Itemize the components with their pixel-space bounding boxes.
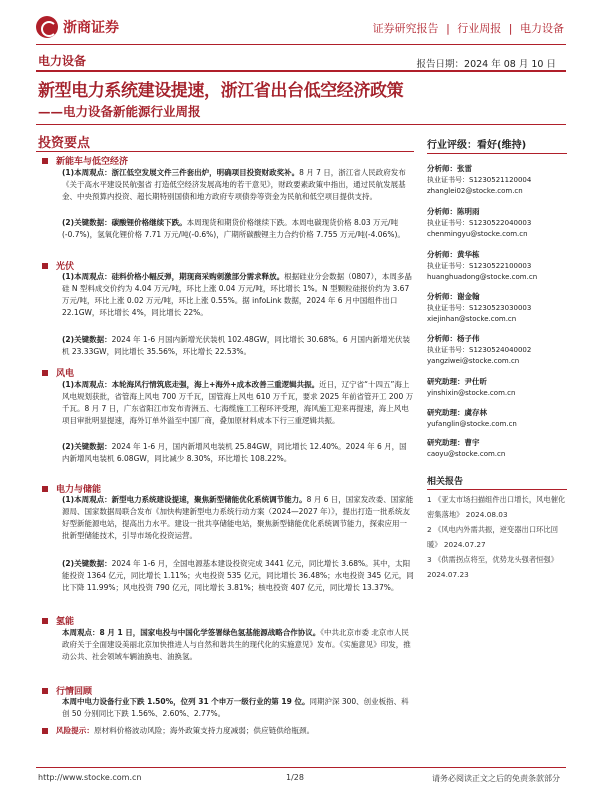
analyst-email[interactable]: yinshixin@stocke.com.cn <box>427 389 516 397</box>
logo-mark-icon <box>36 16 58 38</box>
report-date: 报告日期：2024 年 08 月 10 日 <box>416 59 556 70</box>
divider <box>36 151 414 152</box>
analyst-card: 分析师：黄华栋 执业证书号：S1230522100003 huanghuadong@stocke.com.cn <box>427 249 567 283</box>
paragraph: (2)关键数据：碳酸锂价格继续下跌。本周现货和期货价格继续下跌。本周电碳现货价格 8.03 万元/吨(-0.7%)，氢氧化锂价格 7.71 万元/吨(-0.6%)，广期所碳酸锂主力合约价格 7.755 万元/吨(-4.06%)。 <box>62 218 405 239</box>
separator: | <box>508 22 513 35</box>
separator: | <box>446 22 450 35</box>
bullet-square-icon <box>42 158 48 164</box>
section-heading-hydrogen: 氢能 <box>42 614 74 627</box>
report-subtitle: ——电力设备新能源行业周报 <box>38 104 201 119</box>
company-logo <box>36 14 132 40</box>
related-report-item[interactable]: 2 《风电内外需共振，逆变器出口环比回暖》 2024.07.27 <box>427 525 559 549</box>
bullet-square-icon <box>42 618 48 624</box>
analyst-email[interactable]: yufanglin@stocke.com.cn <box>427 420 517 428</box>
bullet-square-icon <box>42 688 48 694</box>
assistant-card: 研究助理：尹仕昕 yinshixin@stocke.com.cn <box>427 376 567 399</box>
divider <box>36 124 566 125</box>
paragraph: (2)关键数据：2024 年 1-6 月，国内新增风电装机 25.84GW，同比增长 12.40%。2024 年 6 月，国内新增风电装机 6.08GW，同比减少 8.30%，环比增长 108.22%。 <box>62 442 407 463</box>
divider <box>427 489 567 490</box>
paragraph: (1)本周观点：新型电力系统建设提速，聚焦新型储能优化系统调节能力。8 月 6 日，国家发改委、国家能源局、国家数据局联合发布《加快构建新型电力系统行动方案（2024—2027 年）》，提出打造一批系统友好型新能源电站，提高出力水平。建设一批共享储能电站，聚焦新型储能优化系统调节能力，探索应用一批新型储能技术，引导市场化投资运营。 <box>62 495 414 540</box>
bullet-square-icon <box>42 370 48 376</box>
industry-label: 电力设备 <box>38 54 87 68</box>
divider <box>427 153 567 154</box>
analyst-email[interactable]: zhanglei02@stocke.com.cn <box>427 187 523 195</box>
paragraph: 本周中电力设备行业下跌 1.50%，位列 31 个申万一级行业的第 19 位。同期沪深 300、创业板指、科创 50 分别同比下跌 1.56%、2.60%、2.77%。 <box>62 697 409 718</box>
industry-rating: 行业评级：看好(维持) <box>427 140 527 151</box>
section-heading-wind: 风电 <box>42 366 74 379</box>
paragraph: (2)关键数据：2024 年 1-6 月国内新增光伏装机 102.48GW，同比增长 30.68%。6 月国内新增光伏装机 23.33GW，同比增长 35.56%，环比增长 22.53%。 <box>62 335 411 356</box>
analyst-card: 分析师：陈明雨 执业证书号：S1230522040003 chenmingyu@stocke.com.cn <box>427 206 567 240</box>
paragraph: (2)关键数据：2024 年 1-6 月，全国电源基本建设投资完成 3441 亿元，同比增长 3.68%。其中，太阳能投资 1364 亿元，同比增长 1.11%；火电投资 535 亿元，同比增长 36.48%；水电投资 345 亿元，同比下降 11.99%；风电投资 790 亿元，同比增长 3.81%；核电投资 407 亿元，同比增长 13.37%。 <box>62 559 414 592</box>
analyst-email[interactable]: huanghuadong@stocke.com.cn <box>427 273 538 281</box>
analyst-email[interactable]: caoyu@stocke.com.cn <box>427 450 506 458</box>
paragraph: (1)本周观点：硅料价格小幅反弹，期现商采购刺激部分需求释放。根据硅业分会数据（0807），本周多晶硅 N 型料成交价约为 4.04 万元/吨，环比上涨 0.04 万元/吨，环比增长 1%。N 型颗粒硅报价约为 3.67 万元/吨，环比上涨 0.02 万元/吨，环比上涨 0.55%。据 infoLink 数据，2024 年 6 月中国组件出口 22.1GW，环比增长 4%，同比增长 22%。 <box>62 272 412 317</box>
logo-text: 浙商证券 <box>63 20 119 36</box>
divider <box>36 44 566 45</box>
paragraph: (1)本周观点：浙江低空发展文件三件套出炉，明确项目投资财政奖补。8 月 7 日，浙江省人民政府发布《关于高水平建设民航强省 打造低空经济发展高地的若干意见》，财政要素政策中指出，通过民航发展基金、中央预算内投资、超长期特别国债和地方政府专项债券等资金为民航和低空项目提供支持。 <box>62 168 406 201</box>
risk-warning: 风险提示： 原材料价格波动风险；海外政策支持力度减弱；供应链供给瓶颈。 <box>42 725 402 736</box>
analyst-card: 分析师：张雷 执业证书号：S1230521120004 zhanglei02@stocke.com.cn <box>427 163 567 197</box>
related-reports-list <box>427 492 569 582</box>
analyst-email[interactable]: yangziwei@stocke.com.cn <box>427 357 520 365</box>
footer-url[interactable]: http://www.stocke.com.cn <box>38 773 142 782</box>
related-report-item[interactable]: 3 《供需拐点将至，优势龙头强者恒强》 2024.07.23 <box>427 555 559 579</box>
section-heading-nev: 新能车与低空经济 <box>42 154 128 167</box>
analyst-card: 分析师：谢金翰 执业证书号：S1230523030003 xiejinhan@stocke.com.cn <box>427 291 567 325</box>
bullet-square-icon <box>42 728 48 734</box>
assistant-card: 研究助理：曹宇 caoyu@stocke.com.cn <box>427 437 567 460</box>
analyst-card: 分析师：杨子伟 执业证书号：S1230524040002 yangziwei@stocke.com.cn <box>427 333 567 367</box>
paragraph: (1)本周观点：本轮海风行情筑底走强，海上+海外+成本改善三重逻辑共振。近日，辽宁省“十四五”海上风电规划获批，省管海上风电 700 万千瓦，国管海上风电 610 万千瓦，要求 2025 年前省管开工 200 万千瓦。8 月 7 日，广东省阳江市发布青洲五、七海缆施工工程环评受理，海风施工迎来再提速，海上风电项目审批明显提速，海外订单外溢至中国厂商，叠加原材料成本下行三重逻辑共振。 <box>62 380 414 425</box>
section-heading-pv: 光伏 <box>42 259 74 272</box>
link-weekly[interactable]: 行业周报 <box>457 22 502 35</box>
analyst-email[interactable]: chenmingyu@stocke.com.cn <box>427 230 528 238</box>
section-heading-storage: 电力与储能 <box>42 482 101 495</box>
link-power-equipment[interactable]: 电力设备 <box>520 22 564 35</box>
assistant-card: 研究助理：虞存林 yufanglin@stocke.com.cn <box>427 407 567 430</box>
paragraph: 本周观点：8 月 1 日，国家电投与中国化学签署绿色氢基能源战略合作协议。《中共北京市委 北京市人民政府关于全面建设美丽北京加快推进人与自然和谐共生的现代化的实施意见》发布。《实施意见》印发，推动公共、社会领域车辆油换电、油换氢。 <box>62 628 411 661</box>
bullet-square-icon <box>42 263 48 269</box>
footer-disclaimer: 请务必阅读正文之后的免责条款部分 <box>432 774 560 783</box>
report-type-links <box>371 20 566 36</box>
section-heading-market: 行情回顾 <box>42 684 92 697</box>
analyst-email[interactable]: xiejinhan@stocke.com.cn <box>427 315 517 323</box>
related-report-item[interactable]: 1 《亚太市场扫描组件出口增长，风电催化密集落地》 2024.08.03 <box>427 495 566 519</box>
divider <box>36 767 566 768</box>
report-title: 新型电力系统建设提速，浙江省出台低空经济政策 <box>38 81 404 101</box>
related-reports-heading: 相关报告 <box>427 477 464 487</box>
page-number: 1/28 <box>286 773 304 782</box>
divider <box>36 70 566 72</box>
key-points-heading: 投资要点 <box>38 136 91 151</box>
bullet-square-icon <box>42 486 48 492</box>
link-research-report[interactable]: 证券研究报告 <box>372 22 439 35</box>
